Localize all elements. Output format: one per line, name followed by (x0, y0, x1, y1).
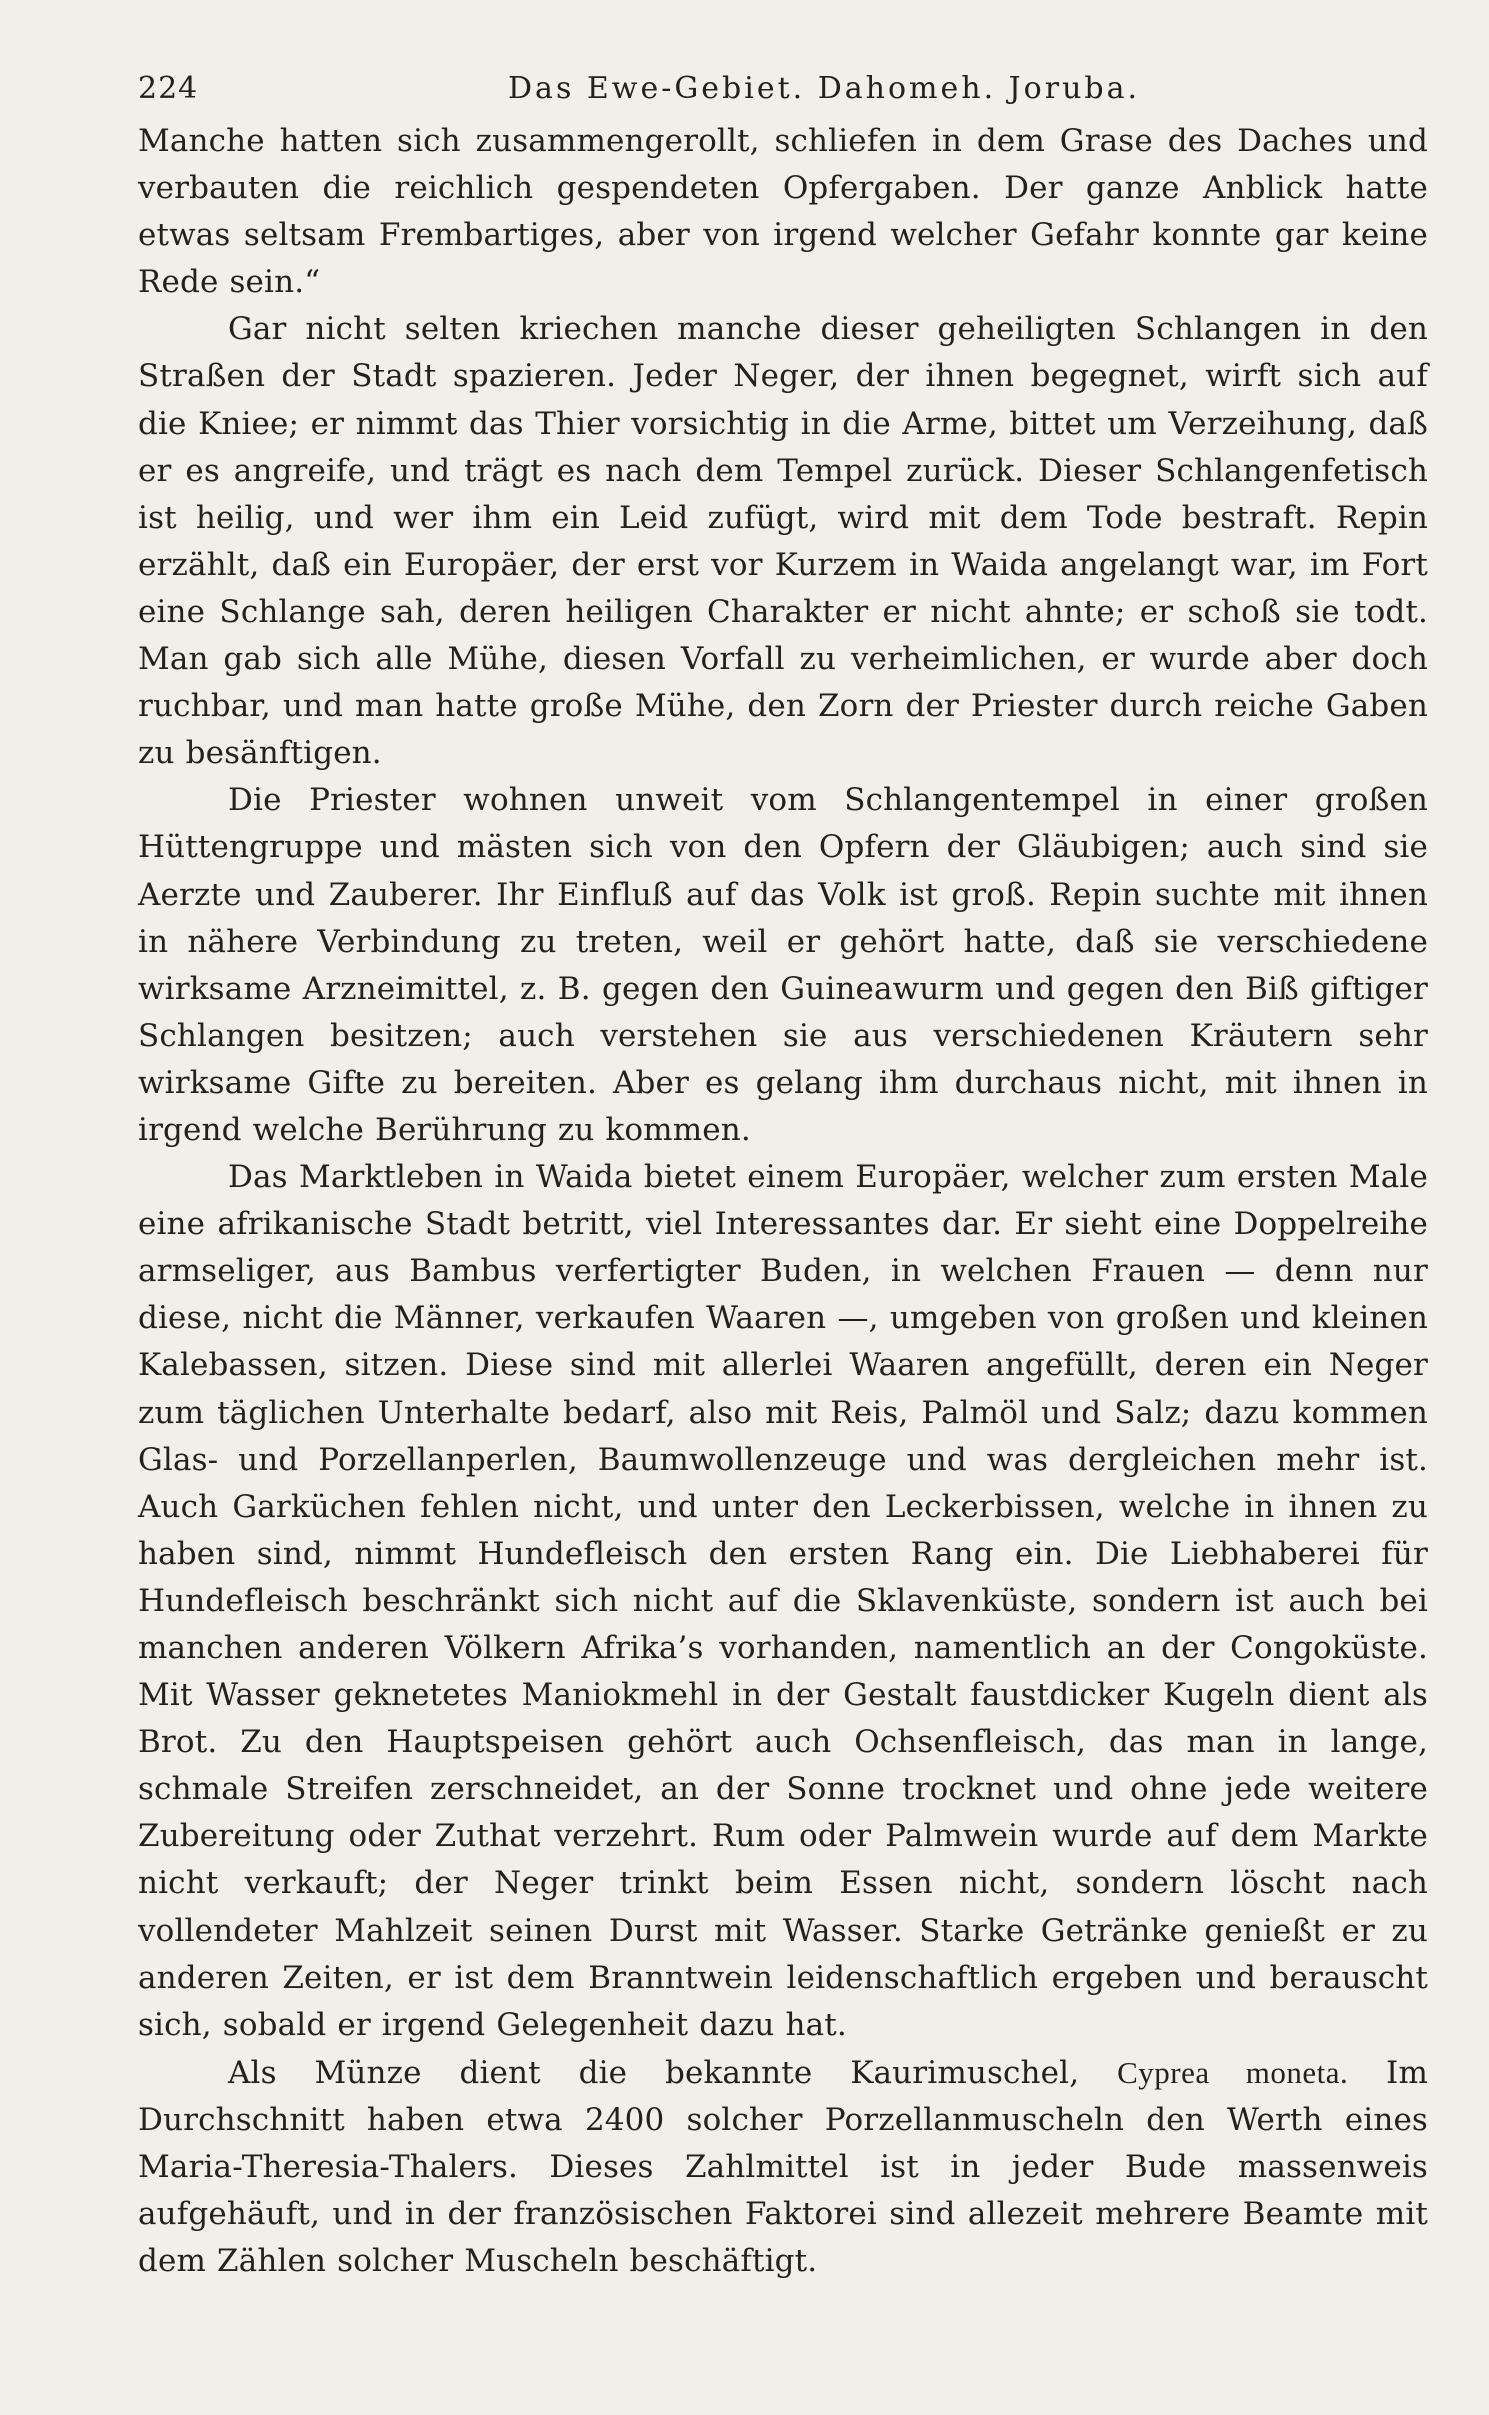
page-number: 224 (138, 71, 199, 106)
paragraph-cowrie-text-start: Als Münze dient die bekannte Kaurimuschel, (228, 2054, 1118, 2091)
paragraph-snake-fetish: Gar nicht selten kriechen manche dieser geheiligten Schlangen in den Straßen der Stadt spazieren. Jeder Neger, der ihnen begegnet, wirft sich auf die Kniee; er nimmt das Thier vorsichtig in die Arme, bittet um Verzeihung, daß er es angreife, und trägt es nach dem Tempel zurück. Dieser Schlangenfetisch ist heilig, und wer ihm ein Leid zufügt, wird mit dem Tode bestraft. Repin erzählt, daß ein Europäer, der erst vor Kurzem in Waida angelangt war, im Fort eine Schlange sah, deren heiligen Charakter er nicht ahnte; er schoß sie todt. Man gab sich alle Mühe, diesen Vorfall zu verheimlichen, er wurde aber doch ruchbar, und man hatte große Mühe, den Zorn der Priester durch reiche Gaben zu besänftigen. (138, 311, 1428, 772)
paragraph-priests: Die Priester wohnen unweit vom Schlangentempel in einer großen Hüttengruppe und mästen sich von den Opfern der Gläubigen; auch sind sie Aerzte und Zauberer. Ihr Einfluß auf das Volk ist groß. Repin suchte mit ihnen in nähere Verbindung zu treten, weil er gehört hatte, daß sie verschiedene wirksame Arzneimittel, z. B. gegen den Guineawurm und gegen den Biß giftiger Schlangen besitzen; auch verstehen sie aus verschiedenen Kräutern sehr wirksame Gifte zu bereiten. Aber es gelang ihm durchaus nicht, mit ihnen in irgend welche Berührung zu kommen. (138, 782, 1428, 1148)
paragraph-snakes-roof: Manche hatten sich zusammengerollt, schliefen in dem Grase des Daches und verbauten die reichlich gespendeten Opfergaben. Der ganze Anblick hatte etwas seltsam Frembartiges, aber von irgend welcher Gefahr konnte gar keine Rede sein.“ (138, 123, 1428, 301)
paragraph-market-life: Das Marktleben in Waida bietet einem Europäer, welcher zum ersten Male eine afrikanische Stadt betritt, viel Interessantes dar. Er sieht eine Doppelreihe armseliger, aus Bambus verfertigter Buden, in welchen Frauen — denn nur diese, nicht die Männer, verkaufen Waaren —, umgeben von großen und kleinen Kalebassen, sitzen. Diese sind mit allerlei Waaren angefüllt, deren ein Neger zum täglichen Unterhalte bedarf, also mit Reis, Palmöl und Salz; dazu kommen Glas- und Porzellanperlen, Baumwollenzeuge und was dergleichen mehr ist. Auch Garküchen fehlen nicht, und unter den Leckerbissen, welche in ihnen zu haben sind, nimmt Hundefleisch den ersten Rang ein. Die Liebhaberei für Hundefleisch beschränkt sich nicht auf die Sklavenküste, sondern ist auch bei manchen anderen Völkern Afrika’s vorhanden, namentlich an der Congoküste. Mit Wasser geknetetes Maniokmehl in der Gestalt faustdicker Kugeln dient als Brot. Zu den Hauptspeisen gehört auch Ochsenfleisch, das man in lange, schmale Streifen zerschneidet, an der Sonne trocknet und ohne jede weitere Zubereitung oder Zuthat verzehrt. Rum oder Palmwein wurde auf dem Markte nicht verkauft; der Neger trinkt beim Essen nicht, sondern löscht nach vollendeter Mahlzeit seinen Durst mit Wasser. Starke Getränke genießt er zu anderen Zeiten, er ist dem Branntwein leidenschaftlich ergeben und berauscht sich, sobald er irgend Gelegenheit dazu hat. (138, 1159, 1428, 2043)
body-text (138, 118, 1428, 2285)
book-page (138, 62, 1428, 2283)
running-head (138, 62, 1428, 116)
latin-species-name: Cyprea moneta. (1117, 2054, 1349, 2090)
paragraph-cowrie-currency (138, 2049, 1428, 2285)
running-title: Das Ewe-Gebiet. Dahomeh. Joruba. (508, 71, 1141, 106)
paragraph-cowrie-text-end: Im Durchschnitt haben etwa 2400 solcher Porzellanmuscheln den Werth eines Maria-Theresia-Thalers. Dieses Zahlmittel ist in jeder Bude massenweis aufgehäuft, und in der französischen Faktorei sind allezeit mehrere Beamte mit dem Zählen solcher Muscheln beschäftigt. (138, 2054, 1428, 2280)
